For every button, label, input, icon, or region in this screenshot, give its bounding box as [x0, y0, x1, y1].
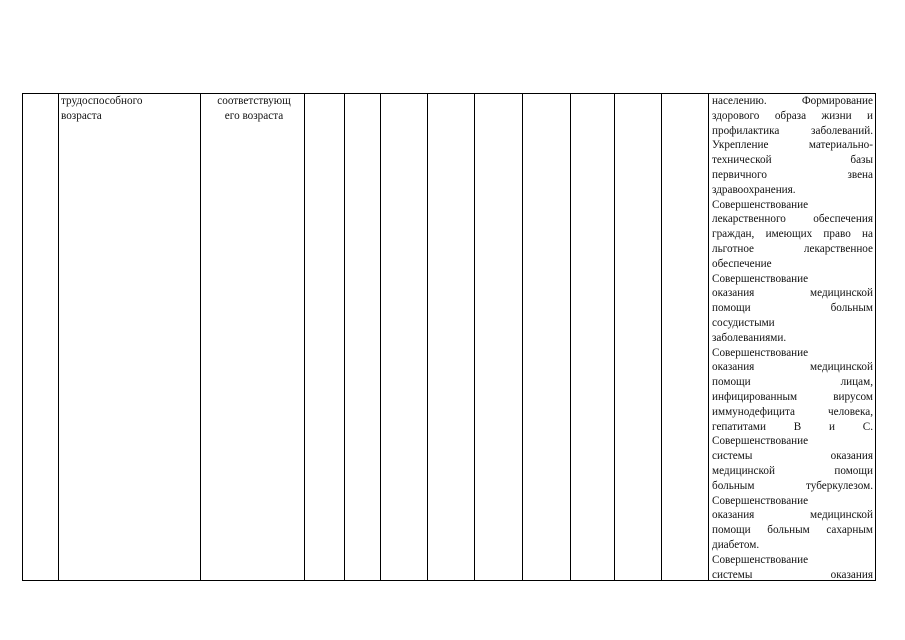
column-divider [427, 94, 428, 580]
cell-line: диабетом. [712, 538, 760, 551]
cell-line: системы оказания [712, 568, 873, 581]
column-divider [474, 94, 475, 580]
column-divider [380, 94, 381, 580]
cell-line: оказания медицинской [712, 287, 873, 300]
cell-line: здорового образа жизни и [712, 109, 873, 122]
cell-line: системы оказания [712, 450, 873, 463]
cell-criterion [204, 94, 304, 124]
cell-line: льготное лекарственное [712, 242, 873, 255]
cell-line: первичного звена [712, 168, 873, 181]
cell-line: иммунодефицита человека, [712, 405, 873, 418]
column-divider [614, 94, 615, 580]
cell-line: Совершенствование [712, 553, 809, 566]
cell-line: технической базы [712, 154, 873, 167]
cell-line: медицинской помощи [712, 464, 873, 477]
cell-line: сосудистыми [712, 316, 775, 329]
cell-line: возраста [61, 109, 102, 122]
cell-line: Совершенствование [712, 494, 809, 507]
column-divider [708, 94, 709, 580]
column-divider [200, 94, 201, 580]
cell-line: Совершенствование [712, 435, 809, 448]
column-divider [570, 94, 571, 580]
cell-line: инфицированным вирусом [712, 390, 873, 403]
cell-line: Совершенствование [712, 272, 809, 285]
cell-line: Укрепление материально- [712, 139, 873, 152]
cell-line: здравоохранения. [712, 183, 796, 196]
column-divider [58, 94, 59, 580]
cell-line: лекарственного обеспечения [712, 213, 873, 226]
cell-line: населению. Формирование [712, 95, 873, 107]
cell-category [61, 94, 199, 124]
column-divider [522, 94, 523, 580]
cell-line: граждан, имеющих право на [712, 228, 873, 241]
cell-line: его возраста [224, 109, 284, 122]
cell-line: обеспечение [712, 257, 772, 270]
column-divider [661, 94, 662, 580]
cell-line: соответствующ [217, 95, 291, 107]
cell-line: помощи лицам, [712, 376, 873, 389]
table-fragment [22, 93, 876, 581]
cell-line: трудоспособного [61, 95, 143, 107]
column-divider [344, 94, 345, 580]
cell-line: оказания медицинской [712, 361, 873, 374]
column-divider [304, 94, 305, 580]
cell-line: оказания медицинской [712, 509, 873, 522]
cell-measures [712, 94, 873, 582]
cell-line: профилактика заболеваний. [712, 124, 873, 137]
cell-line: помощи больным сахарным [712, 524, 873, 537]
cell-line: гепатитами В и С. [712, 420, 873, 433]
cell-line: Совершенствование [712, 346, 809, 359]
cell-line: помощи больным [712, 302, 873, 315]
cell-line: заболеваниями. [712, 331, 787, 344]
cell-line: Совершенствование [712, 198, 809, 211]
cell-line: больным туберкулезом. [712, 479, 873, 492]
